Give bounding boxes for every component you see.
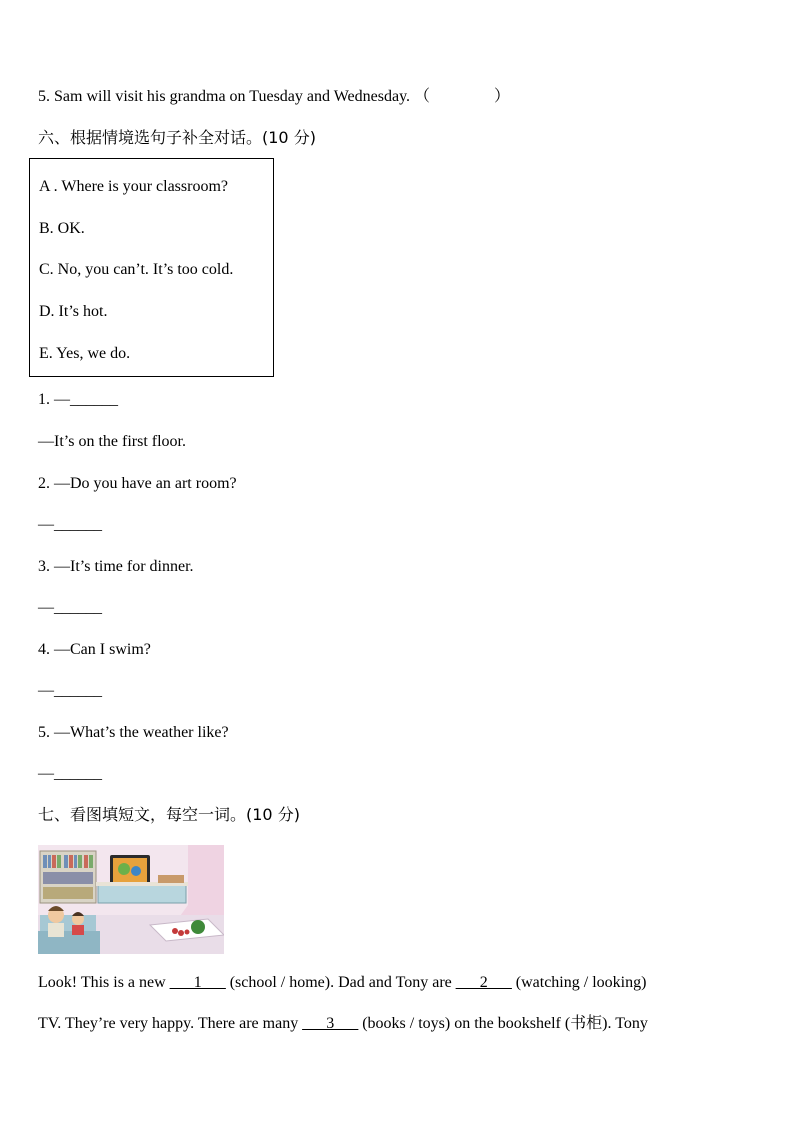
dialogue-3-question: 3. —It’s time for dinner. xyxy=(38,558,194,575)
passage-text: (watching / looking) xyxy=(511,974,647,991)
dialogue-4-answer: —______ xyxy=(38,682,102,699)
dialogue-2-question: 2. —Do you have an art room? xyxy=(38,475,237,492)
blank-2[interactable]: ___2___ xyxy=(455,974,512,991)
passage-text: TV. They’re very happy. There are many xyxy=(38,1015,303,1032)
option-e: E. Yes, we do. xyxy=(39,345,131,362)
previous-question-5: 5. Sam will visit his grandma on Tuesday and Wednesday. （ ） xyxy=(38,88,511,105)
dialogue-1-question: 1. —______ xyxy=(38,391,118,408)
living-room-illustration-icon xyxy=(38,845,224,954)
passage-text: Look! This is a new xyxy=(38,974,170,991)
passage-line-1 xyxy=(38,973,646,993)
option-b: B. OK. xyxy=(39,220,85,237)
dialogue-1-answer: —It’s on the first floor. xyxy=(38,433,186,450)
dialogue-5-question: 5. —What’s the weather like? xyxy=(38,724,229,741)
dialogue-2-answer: —______ xyxy=(38,516,102,533)
passage-line-2 xyxy=(38,1014,648,1034)
blank-1[interactable]: ___1___ xyxy=(169,974,226,991)
option-d: D. It’s hot. xyxy=(39,303,108,320)
dialogue-5-answer: —______ xyxy=(38,765,102,782)
passage-text: (school / home). Dad and Tony are xyxy=(225,974,456,991)
blank-3[interactable]: ___3___ xyxy=(302,1015,359,1032)
dialogue-3-answer: —______ xyxy=(38,599,102,616)
passage-text: (books / toys) on the bookshelf (书柜). Tony xyxy=(358,1015,648,1032)
section-6-heading: 六、根据情境选句子补全对话。(10 分) xyxy=(38,128,316,147)
dialogue-4-question: 4. —Can I swim? xyxy=(38,641,151,658)
option-a: A . Where is your classroom? xyxy=(39,178,228,195)
option-c: C. No, you can’t. It’s too cold. xyxy=(39,261,234,278)
options-box xyxy=(29,158,274,377)
section-7-heading: 七、看图填短文，每空一词。(10 分) xyxy=(38,805,300,824)
